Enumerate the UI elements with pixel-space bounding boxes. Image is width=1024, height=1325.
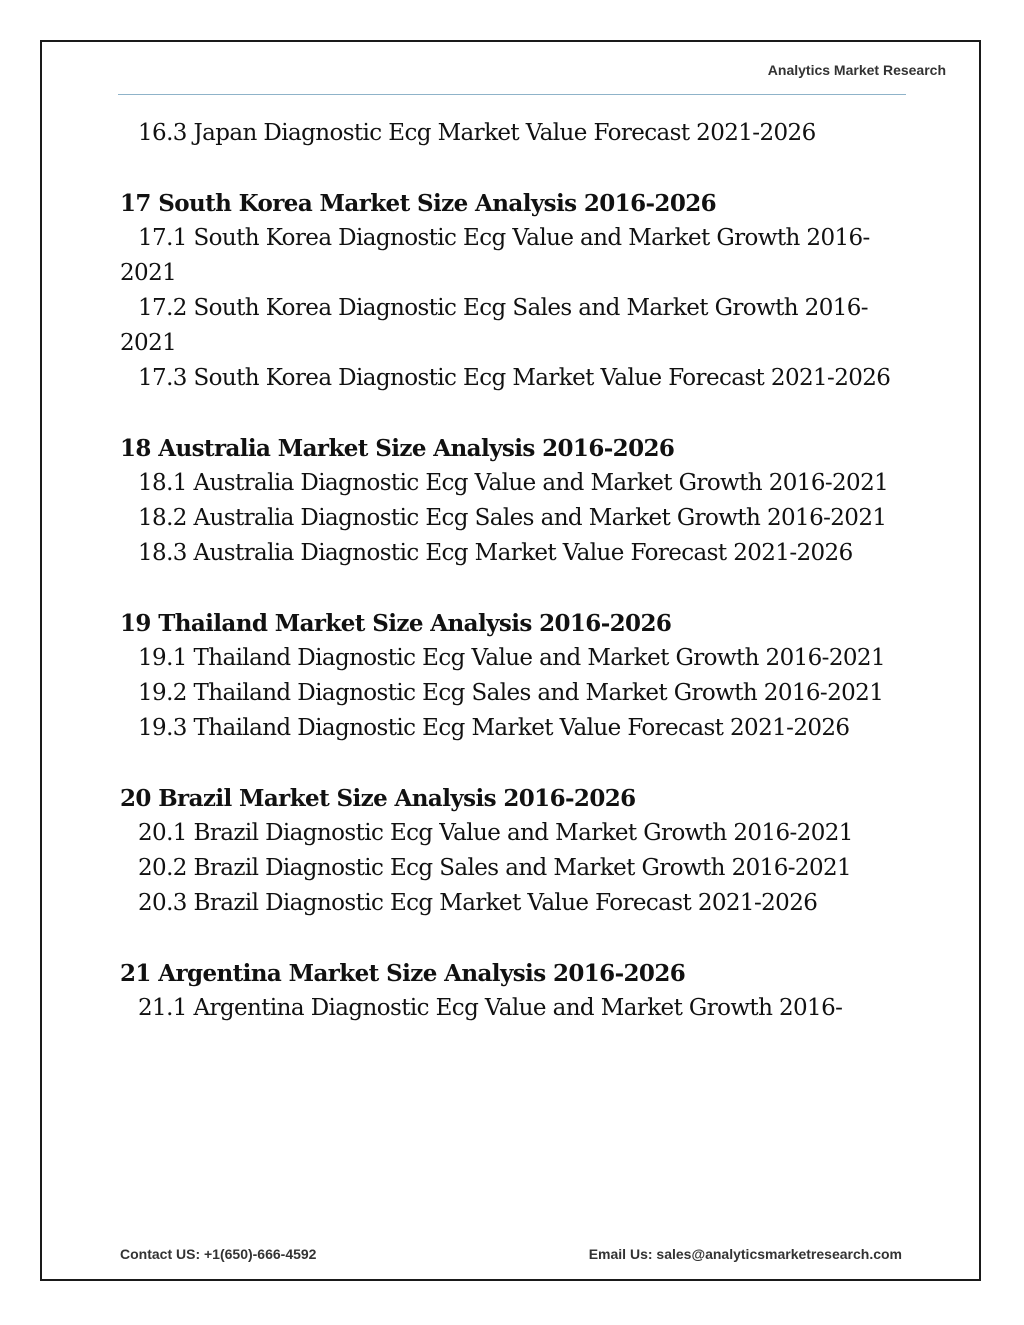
toc-lead-block: [120, 116, 910, 151]
section-heading: 19 Thailand Market Size Analysis 2016-2026: [120, 610, 672, 637]
toc-section-brazil: [120, 781, 910, 921]
toc-entry: 18.1 Australia Diagnostic Ecg Value and Market Growth 2016-2021: [138, 470, 889, 496]
section-heading: 21 Argentina Market Size Analysis 2016-2026: [120, 960, 686, 987]
toc-entry: 17.2 South Korea Diagnostic Ecg Sales and Market Growth 2016-2021: [120, 295, 868, 356]
toc-section-australia: [120, 431, 910, 571]
footer-contact: Contact US: +1(650)-666-4592: [120, 1246, 317, 1262]
section-heading: 18 Australia Market Size Analysis 2016-2026: [120, 435, 675, 462]
toc-section-thailand: [120, 606, 910, 746]
toc-entry: 18.3 Australia Diagnostic Ecg Market Value Forecast 2021-2026: [138, 540, 853, 566]
toc-entry: 16.3 Japan Diagnostic Ecg Market Value Forecast 2021-2026: [138, 120, 816, 146]
toc-content: [120, 116, 910, 1061]
toc-entry: 21.1 Argentina Diagnostic Ecg Value and Market Growth 2016-: [138, 995, 843, 1021]
toc-entry: 20.1 Brazil Diagnostic Ecg Value and Market Growth 2016-2021: [138, 820, 853, 846]
section-heading: 20 Brazil Market Size Analysis 2016-2026: [120, 785, 636, 812]
toc-entry: 20.2 Brazil Diagnostic Ecg Sales and Market Growth 2016-2021: [138, 855, 852, 881]
toc-section-argentina: [120, 956, 910, 1026]
toc-entry: 19.3 Thailand Diagnostic Ecg Market Value Forecast 2021-2026: [138, 715, 850, 741]
header-title: Analytics Market Research: [767, 62, 946, 78]
toc-entry: 20.3 Brazil Diagnostic Ecg Market Value Forecast 2021-2026: [138, 890, 818, 916]
header-divider: [118, 94, 906, 95]
toc-entry: 19.1 Thailand Diagnostic Ecg Value and Market Growth 2016-2021: [138, 645, 885, 671]
section-heading: 17 South Korea Market Size Analysis 2016-2026: [120, 190, 717, 217]
toc-entry: 19.2 Thailand Diagnostic Ecg Sales and Market Growth 2016-2021: [138, 680, 884, 706]
toc-entry: 17.3 South Korea Diagnostic Ecg Market Value Forecast 2021-2026: [138, 365, 891, 391]
toc-section-south-korea: [120, 186, 910, 396]
toc-entry: 18.2 Australia Diagnostic Ecg Sales and Market Growth 2016-2021: [138, 505, 887, 531]
footer-email: Email Us: sales@analyticsmarketresearch.com: [588, 1246, 902, 1262]
toc-entry: 17.1 South Korea Diagnostic Ecg Value and Market Growth 2016-2021: [120, 225, 870, 286]
